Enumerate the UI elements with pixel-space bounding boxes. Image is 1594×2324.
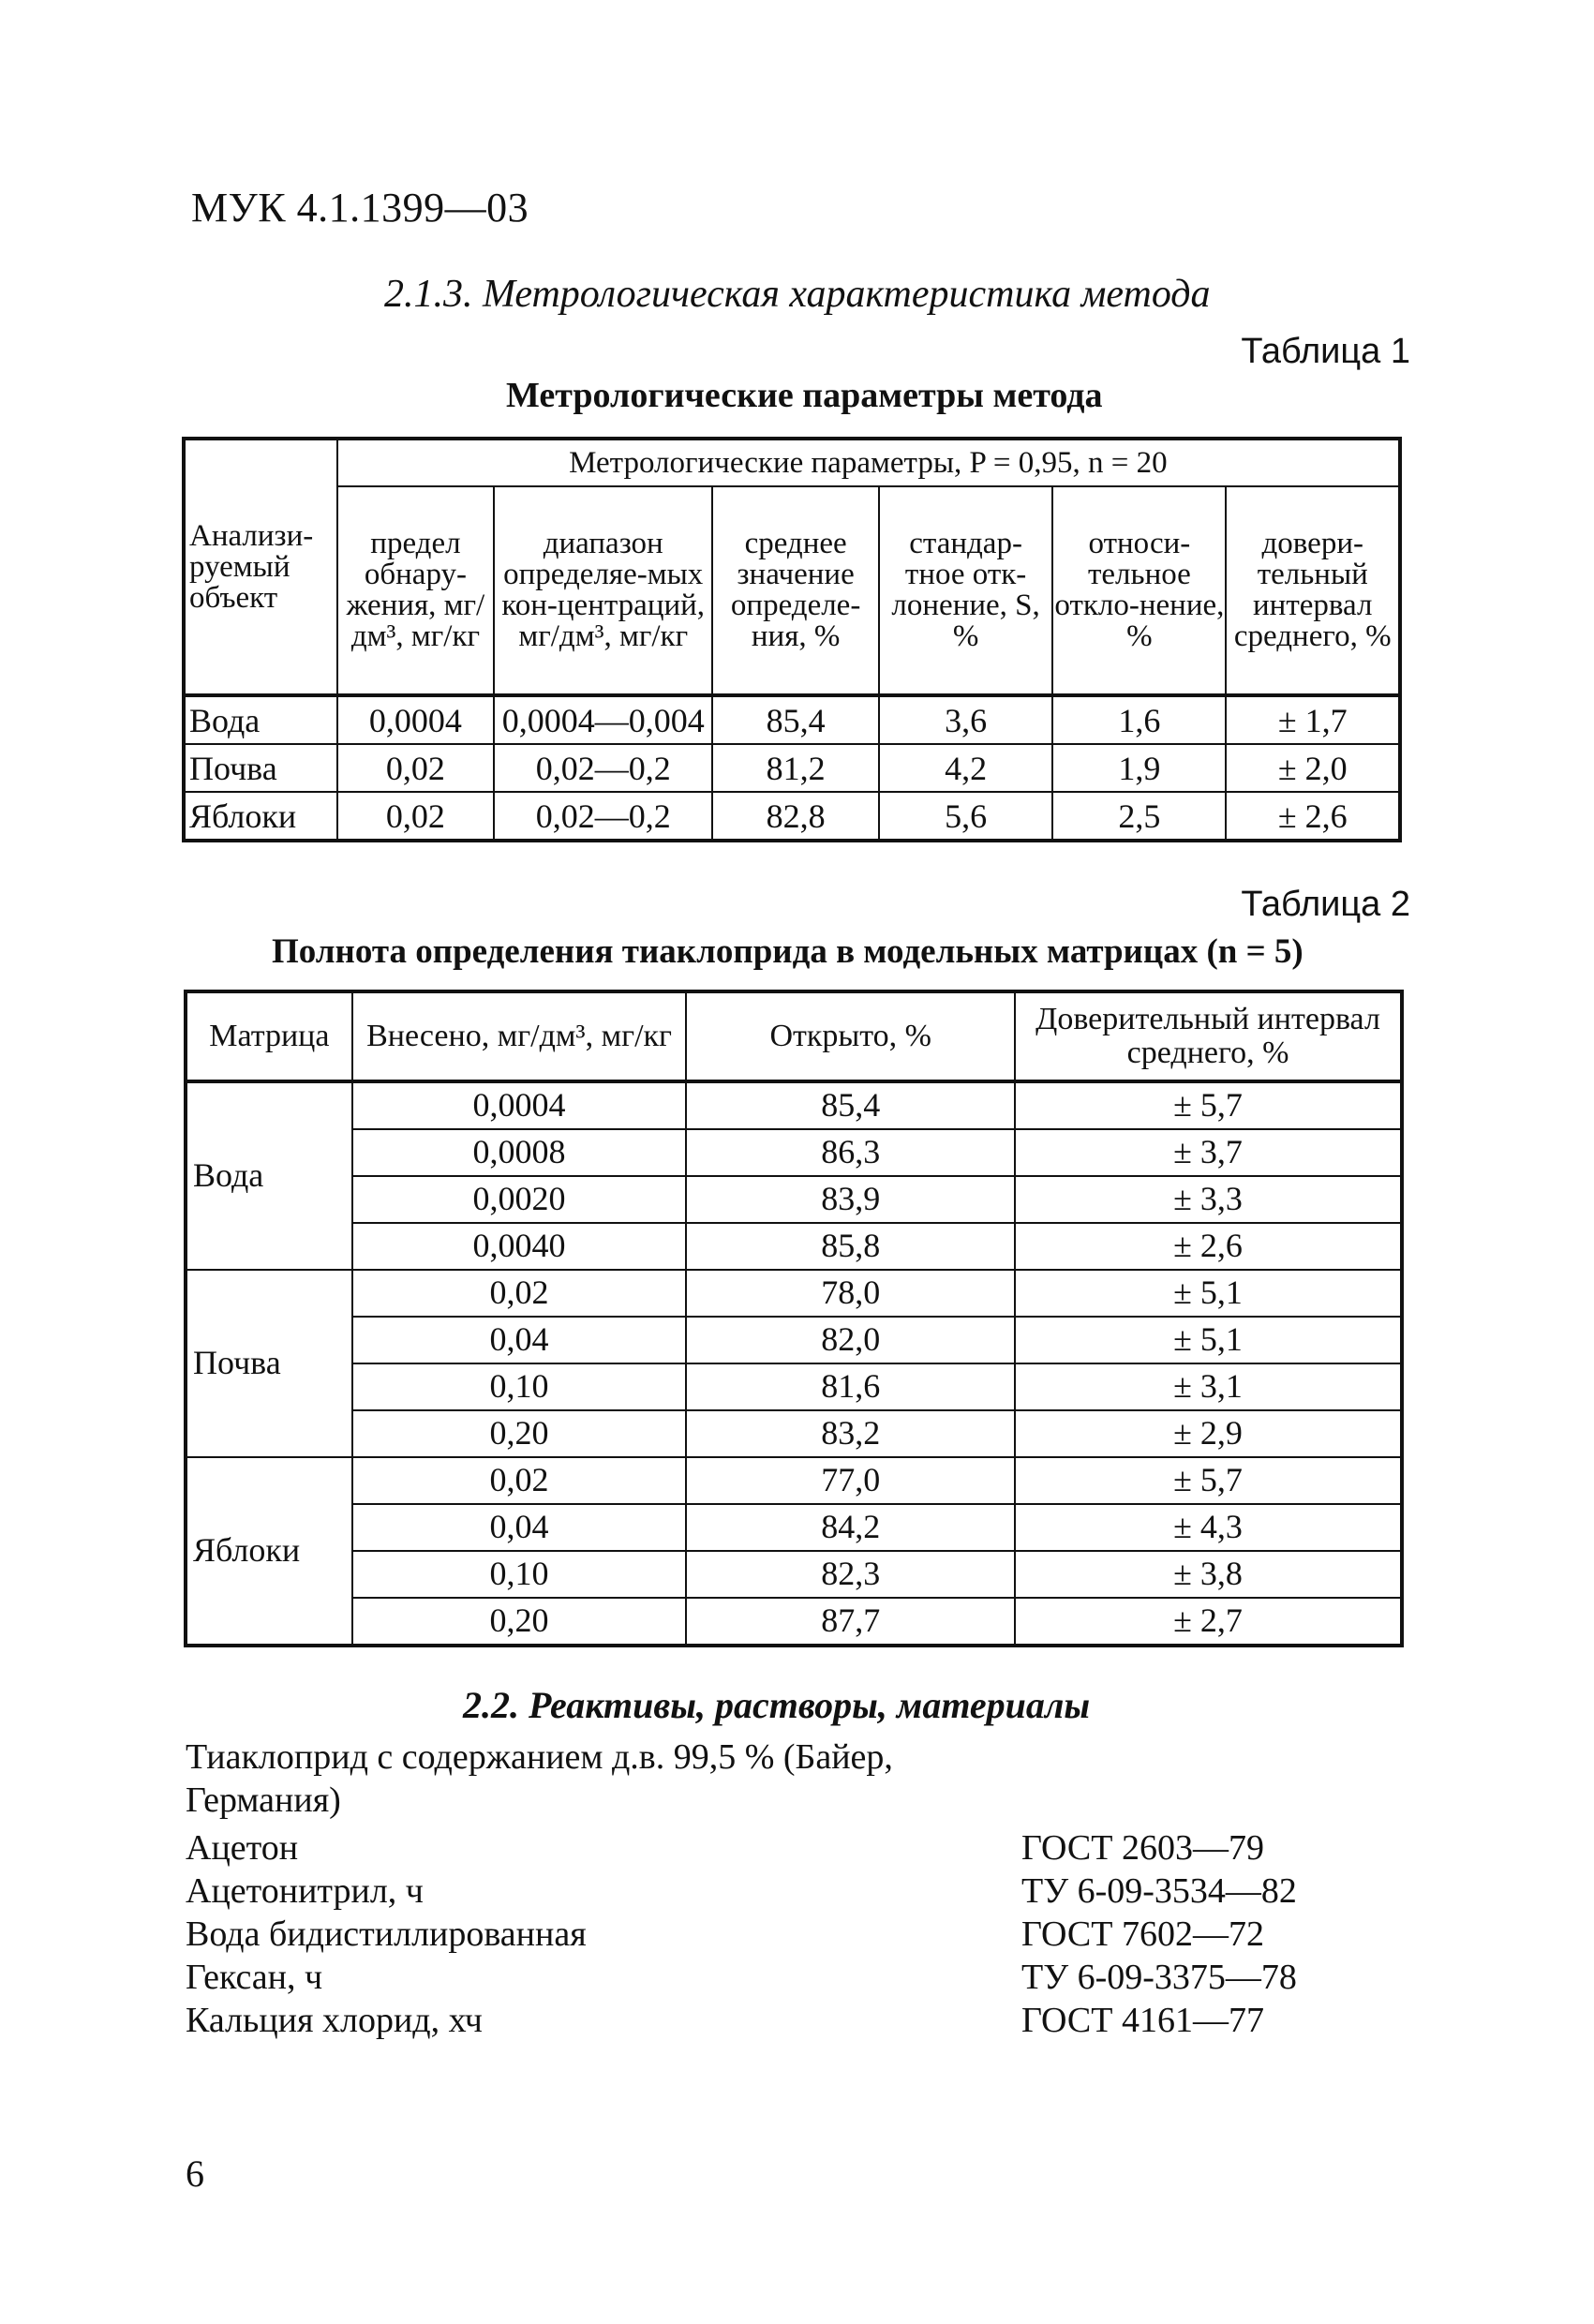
document-code: МУК 4.1.1399—03 <box>191 185 529 231</box>
cell-matrix: Яблоки <box>186 1457 352 1646</box>
cell-ci: ± 4,3 <box>1015 1504 1402 1551</box>
header-found: Открыто, % <box>686 991 1015 1081</box>
cell-ci: ± 1,7 <box>1226 695 1400 744</box>
metrology-table <box>182 437 1402 842</box>
reagent-name: Гексан, ч <box>186 1958 323 1997</box>
cell-range: 0,0004—0,004 <box>494 695 712 744</box>
cell-ci: ± 3,3 <box>1015 1176 1402 1223</box>
table1-title: Метрологические параметры метода <box>506 376 1103 415</box>
header-confidence-interval: довери-тельный интервал среднего, % <box>1226 486 1400 695</box>
table2-title: Полнота определения тиаклоприда в модельных матрицах (n = 5) <box>272 932 1304 971</box>
cell-range: 0,02—0,2 <box>494 744 712 792</box>
cell-limit: 0,02 <box>337 792 494 841</box>
cell-mean: 81,2 <box>712 744 879 792</box>
table-row <box>186 1410 1402 1457</box>
cell-matrix: Вода <box>186 1081 352 1270</box>
cell-found: 87,7 <box>686 1598 1015 1646</box>
cell-rel: 2,5 <box>1052 792 1226 841</box>
table-row <box>186 1598 1402 1646</box>
table-row <box>184 744 1400 792</box>
cell-found: 86,3 <box>686 1129 1015 1176</box>
cell-found: 83,2 <box>686 1410 1015 1457</box>
cell-matrix: Почва <box>186 1270 352 1457</box>
cell-ci: ± 5,7 <box>1015 1457 1402 1504</box>
header-concentration-range: диапазон определяе-мых кон-центраций, мг/дм³, мг/кг <box>494 486 712 695</box>
cell-ci: ± 2,9 <box>1015 1410 1402 1457</box>
cell-added: 0,02 <box>352 1270 687 1317</box>
header-analyzed-object-label: Анализи-руемый объект <box>189 518 314 615</box>
reagent-standard: ТУ 6-09-3534—82 <box>1021 1871 1297 1911</box>
cell-sd: 4,2 <box>879 744 1052 792</box>
cell-ci: ± 5,7 <box>1015 1081 1402 1129</box>
header-added: Внесено, мг/дм³, мг/кг <box>352 991 687 1081</box>
cell-added: 0,20 <box>352 1410 687 1457</box>
header-analyzed-object <box>184 439 337 695</box>
cell-added: 0,0004 <box>352 1081 687 1129</box>
cell-sd: 3,6 <box>879 695 1052 744</box>
cell-ci: ± 2,6 <box>1015 1223 1402 1270</box>
section-2-2-title: 2.2. Реактивы, растворы, материалы <box>463 1684 1091 1726</box>
cell-limit: 0,02 <box>337 744 494 792</box>
cell-ci: ± 5,1 <box>1015 1270 1402 1317</box>
table2-label: Таблица 2 <box>1241 885 1410 924</box>
reagent-name: Ацетон <box>186 1828 299 1868</box>
cell-added: 0,20 <box>352 1598 687 1646</box>
cell-added: 0,04 <box>352 1317 687 1363</box>
reagent-name: Вода бидистиллированная <box>186 1914 587 1954</box>
cell-mean: 82,8 <box>712 792 879 841</box>
cell-added: 0,10 <box>352 1363 687 1410</box>
group-header-text: Метрологические параметры, P = 0,95, n = 20 <box>569 445 1168 480</box>
table-row <box>184 695 1400 744</box>
table-row <box>186 1457 1402 1504</box>
cell-found: 85,8 <box>686 1223 1015 1270</box>
page-number: 6 <box>186 2153 204 2195</box>
table-row <box>186 1176 1402 1223</box>
cell-added: 0,10 <box>352 1551 687 1598</box>
cell-range: 0,02—0,2 <box>494 792 712 841</box>
cell-object: Яблоки <box>184 792 337 841</box>
table-row <box>186 1504 1402 1551</box>
cell-found: 82,0 <box>686 1317 1015 1363</box>
cell-added: 0,0040 <box>352 1223 687 1270</box>
cell-rel: 1,9 <box>1052 744 1226 792</box>
cell-limit: 0,0004 <box>337 695 494 744</box>
cell-rel: 1,6 <box>1052 695 1226 744</box>
cell-found: 84,2 <box>686 1504 1015 1551</box>
header-confidence-interval: Доверительный интервал среднего, % <box>1015 991 1402 1081</box>
recovery-table <box>184 990 1404 1647</box>
cell-sd: 5,6 <box>879 792 1052 841</box>
reagent-name: Кальция хлорид, хч <box>186 2001 483 2040</box>
cell-added: 0,0020 <box>352 1176 687 1223</box>
cell-ci: ± 3,8 <box>1015 1551 1402 1598</box>
cell-ci: ± 2,6 <box>1226 792 1400 841</box>
table-row <box>186 1223 1402 1270</box>
table-row <box>186 1129 1402 1176</box>
table1-label: Таблица 1 <box>1241 332 1410 371</box>
table-row <box>186 1317 1402 1363</box>
cell-ci: ± 5,1 <box>1015 1317 1402 1363</box>
cell-added: 0,04 <box>352 1504 687 1551</box>
table-row <box>184 792 1400 841</box>
cell-ci: ± 2,7 <box>1015 1598 1402 1646</box>
table-row <box>186 1270 1402 1317</box>
cell-found: 78,0 <box>686 1270 1015 1317</box>
cell-found: 83,9 <box>686 1176 1015 1223</box>
reagent-standard: ГОСТ 4161—77 <box>1021 2001 1264 2040</box>
cell-ci: ± 3,7 <box>1015 1129 1402 1176</box>
cell-ci: ± 2,0 <box>1226 744 1400 792</box>
cell-object: Вода <box>184 695 337 744</box>
header-detection-limit: предел обнару-жения, мг/дм³, мг/кг <box>337 486 494 695</box>
header-relative-deviation: относи-тельное откло-нение, % <box>1052 486 1226 695</box>
section-2-1-3-title: 2.1.3. Метрологическая характеристика метода <box>384 273 1211 316</box>
reagent-standard: ГОСТ 2603—79 <box>1021 1828 1264 1868</box>
table-row <box>186 1551 1402 1598</box>
reagent-intro: Тиаклоприд с содержанием д.в. 99,5 % (Байер, Германия) <box>186 1737 893 1820</box>
header-matrix: Матрица <box>186 991 352 1081</box>
header-std-deviation: стандар-тное отк-лонение, S, % <box>879 486 1052 695</box>
reagent-standard: ГОСТ 7602—72 <box>1021 1914 1264 1954</box>
cell-found: 85,4 <box>686 1081 1015 1129</box>
cell-added: 0,0008 <box>352 1129 687 1176</box>
cell-found: 81,6 <box>686 1363 1015 1410</box>
cell-mean: 85,4 <box>712 695 879 744</box>
cell-found: 82,3 <box>686 1551 1015 1598</box>
reagent-standard: ТУ 6-09-3375—78 <box>1021 1958 1297 1997</box>
cell-object: Почва <box>184 744 337 792</box>
reagent-name: Ацетонитрил, ч <box>186 1871 424 1911</box>
header-mean-value: среднее значение определе-ния, % <box>712 486 879 695</box>
cell-found: 77,0 <box>686 1457 1015 1504</box>
cell-added: 0,02 <box>352 1457 687 1504</box>
header-group-metrological-params <box>337 439 1400 486</box>
table-row <box>186 1081 1402 1129</box>
table-row <box>186 1363 1402 1410</box>
cell-ci: ± 3,1 <box>1015 1363 1402 1410</box>
